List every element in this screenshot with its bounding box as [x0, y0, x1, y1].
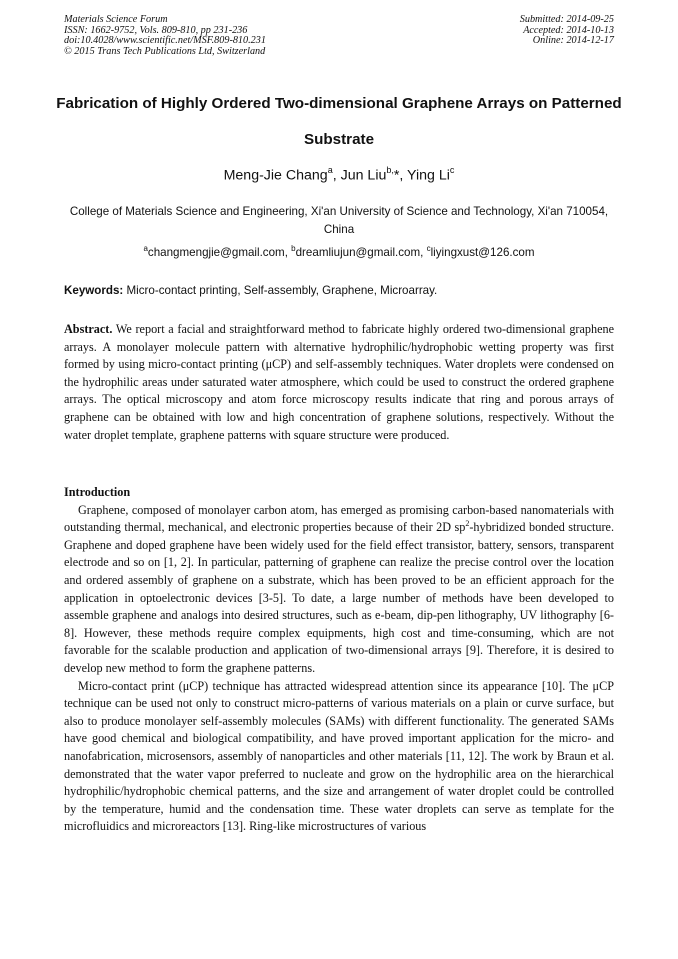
abstract — [64, 321, 614, 444]
introduction-section — [64, 484, 614, 836]
affiliation: College of Materials Science and Engineering, Xi'an University of Science and Technology, Xi'an 710054, China — [69, 205, 609, 236]
email-mark: a — [143, 244, 148, 253]
accepted-date: Accepted: 2014-10-13 — [523, 24, 614, 36]
copyright-line: © 2015 Trans Tech Publications Ltd, Switzerland — [64, 45, 266, 57]
section-heading: Introduction — [64, 485, 131, 499]
doi-line: doi:10.4028/www.scientific.net/MSF.809-810.231 — [64, 35, 266, 47]
author-separator: , — [399, 167, 408, 184]
corresponding-mark: * — [393, 167, 400, 184]
author-list — [0, 166, 678, 184]
keywords-label: Keywords: — [64, 284, 124, 297]
author-affil-mark: c — [449, 165, 455, 175]
author-affil-mark: a — [327, 165, 333, 175]
email-link: changmengjie@gmail.com, — [147, 245, 292, 259]
keywords — [64, 284, 614, 297]
abstract-text: We report a facial and straightforward method to fabricate highly ordered two-dimensional graphene arrays. A monolayer molecule pattern with alternative hydrophilic/hydrophobic wetting property was first formed by using micro-contact printing (μCP) and self-assembly techniques. Water droplets were condensed on the hydrophilic areas under saturated water atmosphere, which could be used to construct the ordered graphene arrays. The optical microscopy and atom force microscopy results indicate that ring and porous arrays of graphene can be obtained with low and high concentration of graphene solutions, respectively. Without the water droplet template, graphene patterns with square structure were produced. — [64, 322, 614, 442]
author-name: Ying Li — [407, 167, 450, 184]
author-name: Jun Liu — [340, 167, 387, 184]
email-link: dreamliujun@gmail.com, — [295, 245, 427, 259]
submitted-date: Submitted: 2014-09-25 — [519, 14, 614, 25]
email-link: liyingxust@126.com — [430, 245, 535, 259]
email-list — [0, 244, 678, 259]
author-name: Meng-Jie Chang — [223, 167, 328, 184]
paragraph-text: Graphene, composed of monolayer carbon atom, has emerged as promising carbon-based nanomaterials with outstanding thermal, mechanical, and electronic properties because of their 2D sp — [64, 502, 614, 535]
abstract-paragraph — [64, 321, 614, 444]
journal-name: Materials Science Forum — [64, 14, 168, 25]
keywords-text: Micro-contact printing, Self-assembly, Graphene, Microarray. — [123, 284, 438, 297]
online-date: Online: 2014-12-17 — [532, 35, 614, 47]
author-affil-mark: b, — [386, 165, 394, 175]
journal-header — [64, 15, 266, 57]
dates-header — [520, 15, 614, 47]
issn-line: ISSN: 1662-9752, Vols. 809-810, pp 231-236 — [64, 24, 248, 36]
email-mark: c — [426, 244, 431, 253]
paper-title: Fabrication of Highly Ordered Two-dimensional Graphene Arrays on Patterned Substrate — [56, 95, 622, 148]
body-paragraph: Micro-contact print (μCP) technique has attracted widespread attention since its appearance [10]. The μCP technique can be used not only to construct micro-patterns of various materials on a plain or curve surface, but also to produce monolayer self-assembly molecules (SAMs) with different functionality. The generated SAMs have good chemical and biological compatibility, and have proved important application for the micro- and nanofabrication, microsensors, assembly of nanoparticles and other materials [11, 12]. The work by Braun et al. demonstrated that the water vapor preferred to nucleate and grow on the hydrophilic area on the hierarchical hydrophilic/hydrophobic chemical patterns, and the size and arrangement of water droplet could be controlled by the temperature, humid and the condensation time. These water droplets can serve as template for the microfluidics and microreactors [13]. Ring-like microstructures of various — [64, 678, 614, 834]
abstract-label: Abstract. — [64, 322, 113, 336]
superscript: 2 — [465, 519, 470, 529]
author-separator: , — [332, 167, 341, 184]
paragraph-text: -hybridized bonded structure. Graphene and doped graphene have been widely used for the field effect transistor, battery, sensors, transparent electrode and so on [1, 2]. In particular, patterning of graphene can realize the precise control over the location and ordered assembly of graphene on a substrate, which has been proved to be an efficient approach for the application in optoelectronic devices [3-5]. To date, a large number of methods have been developed to assemble graphene and analogs into desired structures, such as e-beam, dip-pen lithography, UV lithography [6-8]. However, these methods require complex equipments, high cost and time-consuming, which are not favorable for the scalable production and application of two-dimensional arrays [9]. Therefore, it is desired to develop new method to form the graphene patterns. — [64, 520, 614, 675]
body-paragraph — [64, 502, 614, 678]
email-mark: b — [291, 244, 296, 253]
